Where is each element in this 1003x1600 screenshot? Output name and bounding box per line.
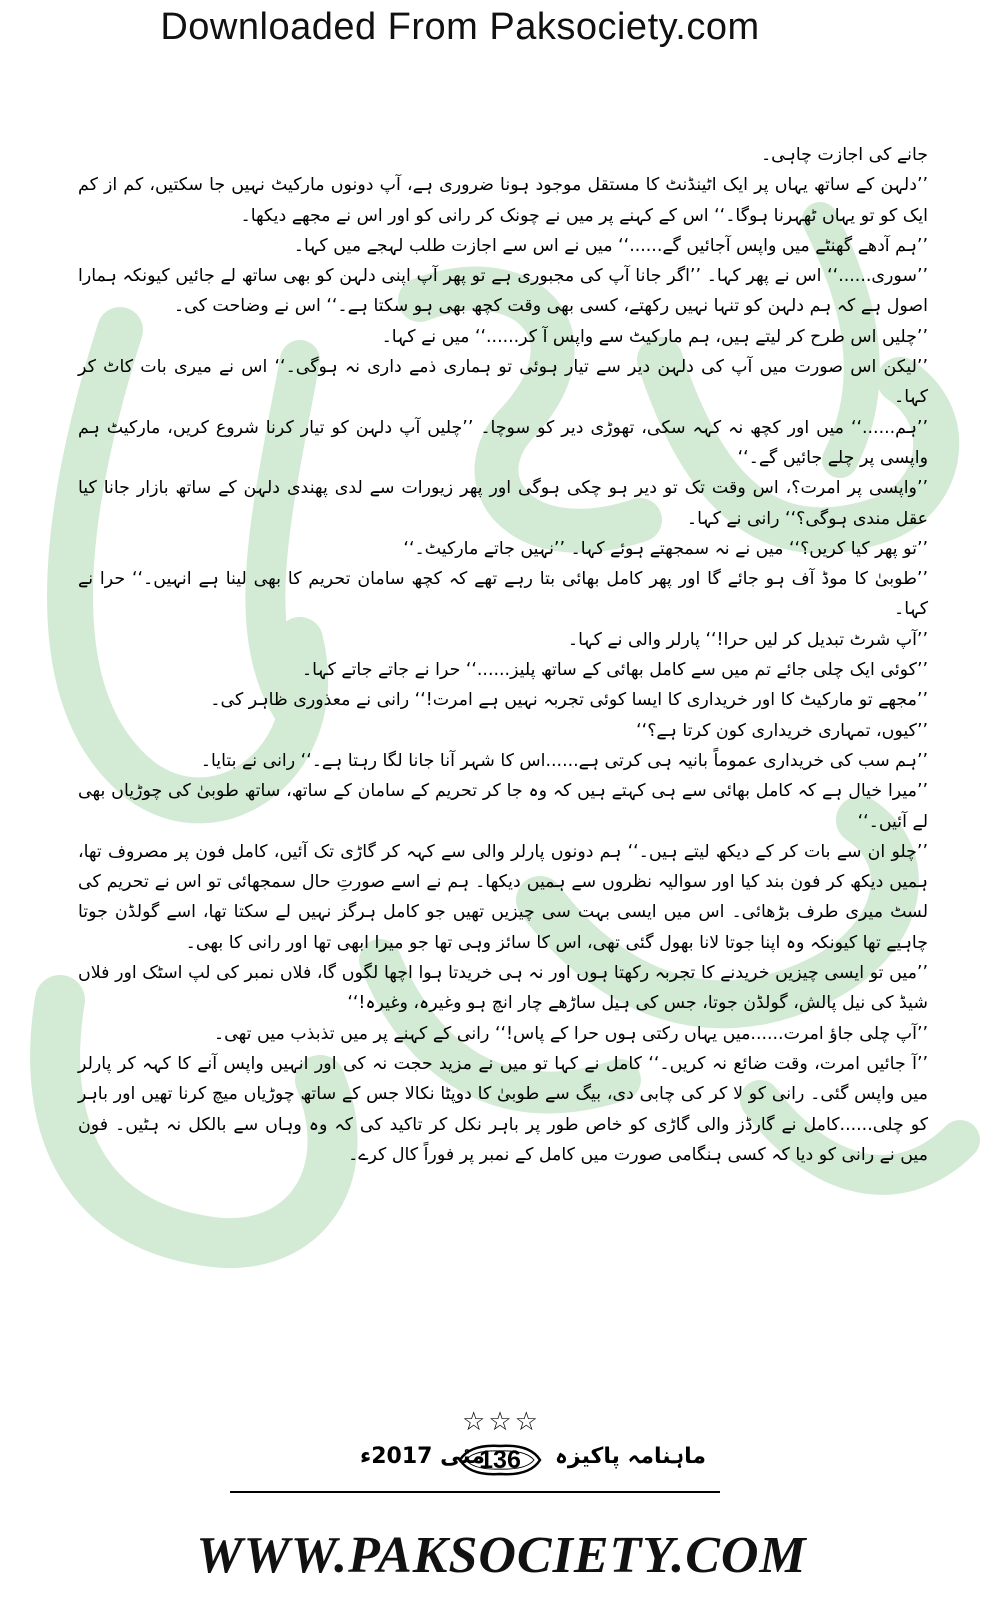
paragraph: ’’آپ شرٹ تبدیل کر لیں حرا!‘‘ پارلر والی نے کہا۔ [567, 629, 928, 650]
paragraph: ’’آ جائیں امرت، وقت ضائع نہ کریں۔‘‘ کامل نے کہا تو میں نے مزید حجت نہ کی اور انہیں واپس آنے کا کہہ کر پارلر میں واپس گئی۔ رانی کو لا کر کی چابی دی، بیگ سے طوبیٰ کا دوپٹا نکالا جس کے ساتھ چوڑیاں میچ کرنا تھیں اور باہر کو چلی......کامل نے گارڈز والی گاڑی کو خاص طور پر باہر نکل کر تاکید کی کہ وہ وہاں سے بالکل نہ ہٹیں۔ فون میں نے رانی کو دیا کہ کسی ہنگامی صورت میں کامل کے نمبر پر فوراً کال کرے۔ [78, 1053, 928, 1165]
story-text [78, 140, 928, 1170]
paragraph: ’’آپ چلی جاؤ امرت......میں یہاں رکتی ہوں حرا کے پاس!‘‘ رانی کے کہنے پر میں تذبذب میں تھی۔ [213, 1023, 928, 1044]
section-break-stars: ☆☆☆ [462, 1407, 541, 1437]
issue-date: مئی 2017ء [360, 1444, 486, 1469]
download-banner: Downloaded From Paksociety.com [160, 6, 760, 48]
paragraph: ’’چلیں اس طرح کر لیتے ہیں، ہم مارکیٹ سے واپس آ کر......‘‘ میں نے کہا۔ [381, 326, 928, 347]
paragraph: ’’ہم سب کی خریداری عموماً بانیہ ہی کرتی ہے......اس کا شہر آنا جانا لگا رہتا ہے۔‘‘ رانی نے بتایا۔ [200, 750, 928, 771]
paragraph: ’’کوئی ایک چلی جائے تم میں سے کامل بھائی کے ساتھ پلیز......‘‘ حرا نے جاتے جاتے کہا۔ [301, 660, 928, 681]
paragraph: ’’طوبیٰ کا موڈ آف ہو جائے گا اور پھر کامل بھائی بتا رہے تھے کہ کچھ سامان تحریم کا بھی لینا ہے انہیں۔‘‘ حرا نے کہا۔ [78, 569, 928, 620]
paragraph: ’’تو پھر کیا کریں؟‘‘ میں نے نہ سمجھتے ہوئے کہا۔ ’’نہیں جاتے مارکیٹ۔‘‘ [403, 538, 928, 559]
site-url-footer: WWW.PAKSOCIETY.COM [196, 1527, 807, 1584]
paragraph: ’’کیوں، تمہاری خریداری کون کرتا ہے؟‘‘ [636, 720, 928, 741]
paragraph: ’’مجھے تو مارکیٹ کا اور خریداری کا ایسا کوئی تجربہ نہیں ہے امرت!‘‘ رانی نے معذوری ظاہر کی۔ [210, 690, 928, 711]
paragraph: ’’ہم آدھے گھنٹے میں واپس آجائیں گے......‘‘ میں نے اس سے اجازت طلب لہجے میں کہا۔ [293, 235, 928, 256]
paragraph: ’’سوری......‘‘ اس نے پھر کہا۔ ’’اگر جانا آپ کی مجبوری ہے تو پھر آپ اپنی دلہن کو بھی ساتھ لے جائیں کیونکہ ہمارا اصول ہے کہ ہم دلہن کو تنہا نہیں رکھتے، کسی بھی وقت کچھ بھی ہو سکتا ہے۔‘‘ اس نے وضاحت کی۔ [78, 266, 928, 317]
paragraph: ’’ہم......‘‘ میں اور کچھ نہ کہہ سکی، تھوڑی دیر کو سوچا۔ ’’چلیں آپ دلہن کو تیار کرنا شروع کریں، مارکیٹ ہم واپسی پر چلے جائیں گے۔‘‘ [78, 417, 928, 468]
paragraph: ’’واپسی پر امرت؟، اس وقت تک تو دیر ہو چکی ہوگی اور پھر زیورات سے لدی پھندی دلہن کے ساتھ بازار جانا کیا عقل مندی ہوگی؟‘‘ رانی نے کہا۔ [78, 478, 928, 529]
magazine-name: ماہنامہ پاکیزہ [555, 1444, 707, 1469]
page-number: 136 [479, 1446, 521, 1474]
paragraph: جانے کی اجازت چاہی۔ [760, 145, 928, 165]
paragraph: ’’دلہن کے ساتھ یہاں پر ایک اٹینڈنٹ کا مستقل موجود ہونا ضروری ہے، آپ دونوں مارکیٹ نہیں جا سکتیں، کم از کم ایک کو تو یہاں ٹھہرنا ہوگا۔‘‘ اس کے کہنے پر میں نے چونک کر رانی کو اور اس نے مجھے دیکھا۔ [78, 175, 928, 226]
paragraph: ’’چلو ان سے بات کر کے دیکھ لیتے ہیں۔‘‘ ہم دونوں پارلر والی سے کہہ کر گاڑی تک آئیں، کامل فون پر مصروف تھا، ہمیں دیکھ کر فون بند کیا اور سوالیہ نظروں سے ہمیں دیکھا۔ ہم نے اسے صورتِ حال سمجھائی تو اس نے تحریم کی لسٹ میری طرف بڑھائی۔ اس میں ایسی بہت سی چیزیں تھیں جو کامل ہرگز نہیں لے سکتا تھا، اسے گولڈن جوتا چاہیے تھا کیونکہ وہ اپنا جوتا لانا بھول گئی تھی، اس کا سائز وہی تھا جو میرا ابھی تھا اور رانی کا بھی۔ [78, 841, 928, 953]
paragraph: ’’میں تو ایسی چیزیں خریدنے کا تجربہ رکھتا ہوں اور نہ ہی خریدتا ہوا اچھا لگوں گا، فلاں نمبر کی لپ اسٹک اور فلاں شیڈ کی نیل پالش، گولڈن جوتا، جس کی ہیل ساڑھے چار انچ ہو وغیرہ، وغیرہ!‘‘ [78, 963, 928, 1014]
paragraph: ’’میرا خیال ہے کہ کامل بھائی سے ہی کہتے ہیں کہ وہ جا کر تحریم کے سامان کے ساتھ، ساتھ طوبیٰ کی چوڑیاں بھی لے آئیں۔‘‘ [78, 781, 928, 832]
paragraph: ’’لیکن اس صورت میں آپ کی دلہن دیر سے تیار ہوئی تو ہماری ذمے داری نہ ہوگی۔‘‘ اس نے میری بات کاٹ کر کہا۔ [78, 357, 928, 408]
